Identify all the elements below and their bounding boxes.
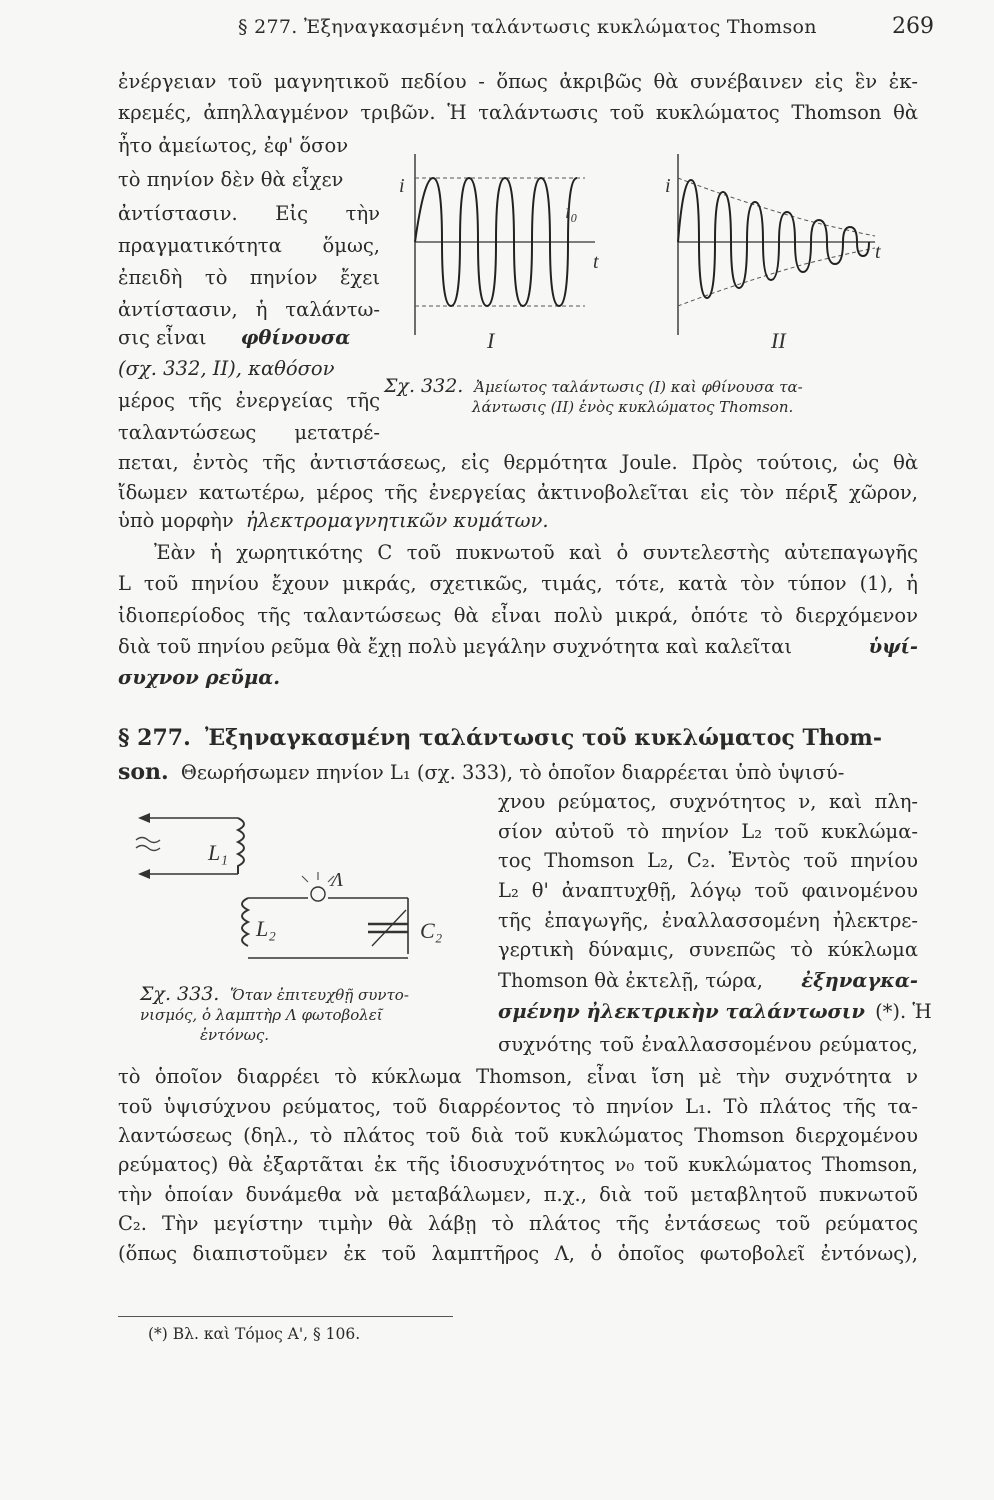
emphasis-term: φθίνουσα: [240, 326, 351, 349]
label-lamp: Λ: [331, 869, 344, 891]
page-header: [238, 14, 934, 44]
line-text: Θεωρήσωμεν πηνίον L₁ (σχ. 333), τὸ ὁποῖον διαρρέεται ὑπὸ ὑψισύ-: [180, 761, 845, 784]
caption-text: νισμός, ὁ λαμπτὴρ Λ φωτοβολεῖ: [140, 1006, 383, 1024]
text-line: ταλαντώσεως μετατρέ-: [118, 421, 380, 444]
fig332-panel-II: II: [771, 328, 786, 353]
emphasis-term: ἐξηναγκα-: [801, 969, 918, 992]
label-L2: L₂: [256, 916, 276, 941]
figure-333: [128, 806, 458, 976]
text-line: μέρος τῆς ἐνεργείας τῆς: [118, 389, 380, 412]
text-line: τος Thomson L₂, C₂. Ἐντὸς τοῦ πηνίου: [498, 849, 918, 872]
running-title: § 277. Ἐξηναγκασμένη ταλάντωσις κυκλώματος Thomson: [238, 16, 817, 38]
emphasis-term: σμένην ἠλεκτρικὴν ταλάντωσιν: [498, 1000, 865, 1023]
caption-number: Σχ. 333.: [140, 983, 220, 1005]
text-line: [498, 1000, 932, 1023]
label-L1: L₁: [208, 840, 228, 865]
text-line: τὸ ὁποῖον διαρρέει τὸ κύκλωμα Thomson, εἶναι ἴση μὲ τὴν συχνότητα ν: [118, 1065, 918, 1088]
fig332-label-i: i: [399, 175, 405, 197]
lamp-icon: [311, 887, 325, 901]
text-line: ἀντίστασιν. Εἰς τὴν: [118, 202, 380, 225]
text-line: ἐνέργειαν τοῦ μαγνητικοῦ πεδίου - ὅπως ἀκριβῶς θὰ συνέβαινεν εἰς ἓν ἐκ-: [118, 70, 918, 93]
footnote: (*) Βλ. καὶ Τόμος Α', § 106.: [148, 1325, 361, 1343]
fig332-label-i-II: i: [665, 175, 671, 197]
text-line: χνου ρεύματος, συχνότητος ν, καὶ πλη-: [498, 790, 918, 813]
text-line: τῆς ἐπαγωγῆς, ἐναλλασσομένη ἠλεκτρε-: [498, 909, 918, 932]
emphasis-term: ἠλεκτρομαγνητικῶν κυμάτων.: [245, 509, 549, 532]
coil-L2: [242, 898, 248, 946]
text-line: (σχ. 332, II), καθόσον: [118, 357, 335, 380]
section-first-line: [118, 759, 918, 785]
light-rays-icon: [302, 872, 334, 882]
text-line: (ὅπως διαπιστοῦμεν ἐκ τοῦ λαμπτῆρος Λ, ὁ ὁποῖος φωτοβολεῖ ἐντόνως),: [118, 1242, 918, 1265]
oscillation-diagram: [395, 140, 915, 370]
arrow-left-icon: [138, 869, 150, 879]
text-line: λαντώσεως (δηλ., τὸ πλάτος τοῦ διὰ τοῦ κυκλώματος Thomson διερχομένου: [118, 1124, 918, 1147]
caption-number: Σχ. 332.: [384, 375, 464, 397]
circuit-diagram: [128, 806, 458, 976]
text-line: ἰδιοπερίοδος τῆς ταλαντώσεως θὰ εἶναι πολὺ μικρά, ὁπότε τὸ διερχόμενον: [118, 604, 918, 627]
figure-332: [395, 140, 915, 370]
caption-text: λάντωσις (II) ἑνὸς κυκλώματος Thomson.: [472, 398, 794, 416]
text-line: ἐπειδὴ τὸ πηνίον ἔχει: [118, 266, 380, 289]
fig332-panel-I: I: [487, 328, 495, 353]
caption-text: Ἀμείωτος ταλάντωσις (I) καὶ φθίνουσα τα-: [474, 378, 803, 396]
text-line: L τοῦ πηνίου ἔχουν μικράς, σχετικῶς, τιμάς, τότε, κατὰ τὸν τύπον (1), ἡ: [118, 572, 918, 595]
label-C2: C₂: [420, 918, 443, 943]
text-line: γερτικὴ δύναμις, συνεπῶς τὸ κύκλωμα: [498, 938, 918, 961]
arrow-left-icon: [138, 813, 150, 823]
decay-envelope-top: [678, 178, 875, 236]
text-line: ἴδωμεν κατωτέρω, μέρος τῆς ἐνεργείας ἀκτινοβολεῖται εἰς τὸν πέριξ χῶρον,: [118, 481, 918, 504]
text-line: τὴν ὁποίαν δυνάμεθα νὰ μεταβάλωμεν, π.χ., διὰ τοῦ μεταβλητοῦ πυκνωτοῦ: [118, 1183, 918, 1206]
fig332-label-t: t: [593, 251, 599, 273]
damped-wave: [678, 180, 869, 298]
footnote-ref: (*). Ἡ: [875, 1000, 932, 1023]
fig332-label-i0: i₀: [565, 201, 578, 223]
text-line: ρεύματος) θὰ ἐξαρτᾶται ἐκ τῆς ἰδιοσυχνότητος ν₀ τοῦ κυκλώματος Thomson,: [118, 1153, 918, 1176]
page-number: 269: [892, 14, 934, 39]
text-line: τὸ πηνίον δὲν θὰ εἶχεν: [118, 168, 344, 191]
text-line: ἦτο ἀμείωτος, ἐφ' ὅσον: [118, 134, 349, 157]
caption-text: Ὅταν ἐπιτευχθῇ συντο-: [230, 986, 409, 1004]
text-line: [118, 326, 350, 349]
line-text: Thomson θὰ ἐκτελῇ, τώρα,: [498, 969, 763, 992]
line-text: διὰ τοῦ πηνίου ρεῦμα θὰ ἔχῃ πολὺ μεγάλην συχνότητα καὶ καλεῖται: [118, 635, 792, 658]
emphasis-term: ὑψί-: [868, 635, 918, 658]
section-heading: [118, 725, 918, 751]
text-line: C₂. Τὴν μεγίστην τιμὴν θὰ λάβῃ τὸ πλάτος τῆς ἐντάσεως τοῦ ρεύματος: [118, 1212, 918, 1235]
line-text: σις εἶναι: [118, 326, 207, 349]
caption-text: ἐντόνως.: [200, 1026, 270, 1044]
text-line: πεται, ἐντὸς τῆς ἀντιστάσεως, εἰς θερμότητα Joule. Πρὸς τούτοις, ὡς θὰ: [118, 451, 918, 474]
variable-arrow-icon: [372, 910, 406, 946]
fig332-label-t-II: t: [875, 241, 881, 263]
text-line: πραγματικότητα ὅμως,: [118, 234, 380, 257]
figure-333-caption: [140, 984, 480, 1045]
section-title: Ἐξηναγκασμένη ταλάντωσις τοῦ κυκλώματος Thom-: [204, 725, 882, 751]
text-line: [118, 509, 549, 532]
section-number: § 277.: [118, 725, 191, 751]
coil-L1: [238, 818, 244, 874]
footnote-rule: [118, 1316, 453, 1317]
figure-332-caption: [384, 376, 844, 417]
text-line: ἀντίστασιν, ἡ ταλάντω-: [118, 298, 380, 321]
text-line: [498, 969, 918, 992]
text-line: κρεμές, ἀπηλλαγμένον τριβῶν. Ἡ ταλάντωσις τοῦ κυκλώματος Thomson θὰ: [118, 101, 918, 124]
section-title-end: son.: [118, 759, 169, 785]
text-line: L₂ θ' ἀναπτυχθῇ, λόγῳ τοῦ φαινομένου: [498, 879, 918, 902]
text-line: σίον αὐτοῦ τὸ πηνίον L₂ τοῦ κυκλώμα-: [498, 820, 918, 843]
ac-source-icon: [136, 838, 160, 851]
line-text: ὑπὸ μορφὴν: [118, 509, 234, 532]
text-line: συχνότης τοῦ ἐναλλασσομένου ρεύματος,: [498, 1033, 918, 1056]
text-line: [118, 635, 918, 658]
text-line: Ἐὰν ἡ χωρητικότης C τοῦ πυκνωτοῦ καὶ ὁ συντελεστὴς αὐτεπαγωγῆς: [154, 541, 918, 564]
text-line: τοῦ ὑψισύχνου ρεύματος, τοῦ διαρρέοντος τὸ πηνίον L₁. Τὸ πλάτος τῆς τα-: [118, 1095, 918, 1118]
emphasis-term: συχνον ρεῦμα.: [118, 666, 281, 689]
